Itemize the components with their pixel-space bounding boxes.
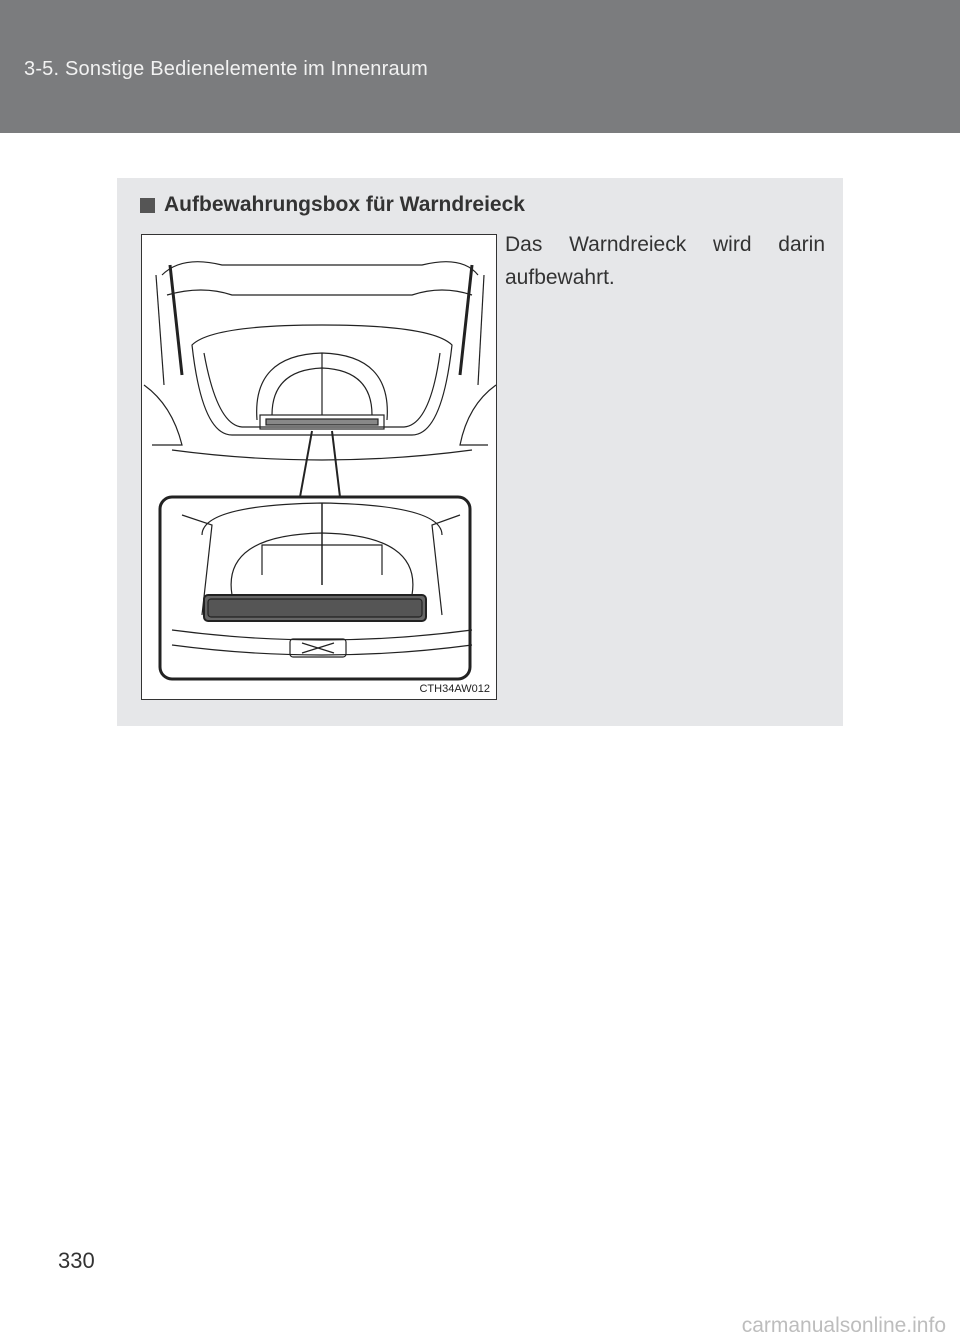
section-heading [140, 193, 525, 217]
page-header [0, 0, 960, 133]
bullet-square-icon [140, 198, 155, 213]
section-heading-text: Aufbewahrungsbox für Warndreieck [164, 193, 525, 216]
trunk-drawing-icon [142, 235, 497, 700]
description-text: Das Warndreieck wird darin aufbewahrt. [505, 233, 825, 289]
trunk-illustration [141, 234, 497, 700]
watermark: carmanualsonline.info [741, 1314, 946, 1337]
content-section [117, 178, 843, 726]
figure-code: CTH34AW012 [419, 683, 490, 695]
chapter-title: 3-5. Sonstige Bedienelemente im Innenraum [24, 58, 428, 80]
page-number: 330 [58, 1248, 95, 1273]
